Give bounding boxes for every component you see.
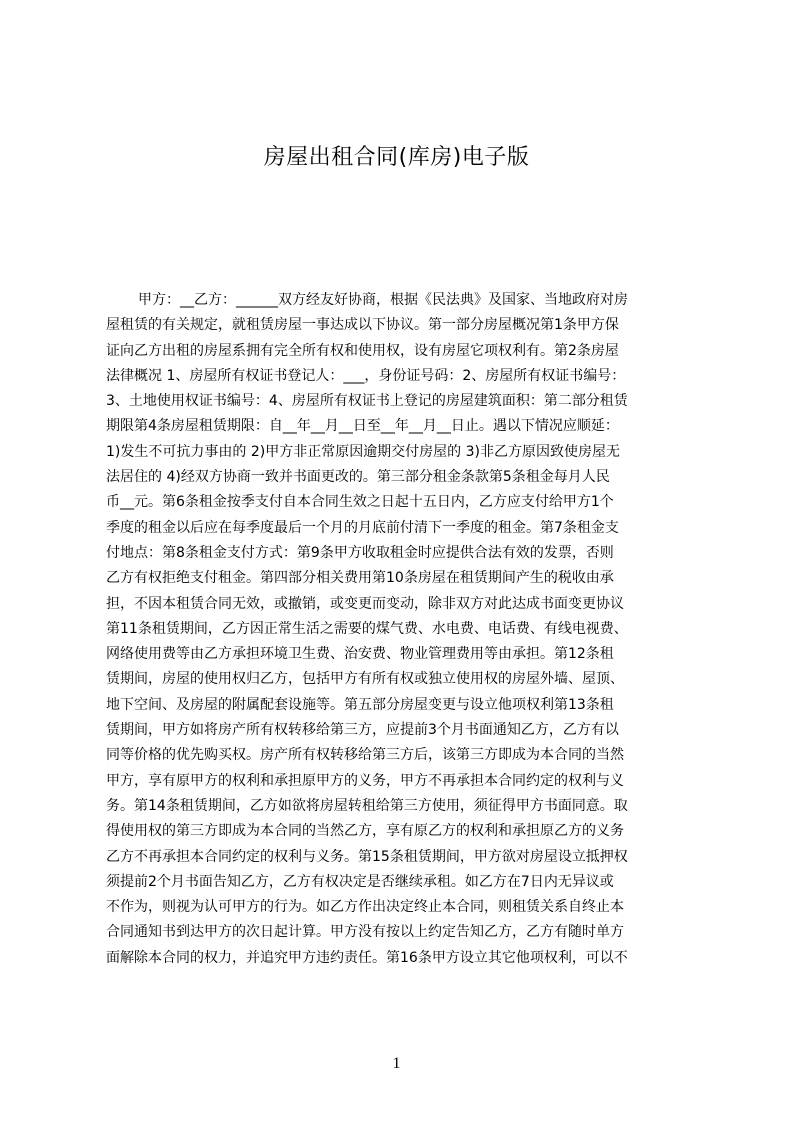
text-line: 不作为，则视为认可甲方的行为。如乙方作出决定终止本合同，则租赁关系自终止本 [106, 899, 624, 916]
text-line: 面解除本合同的权力，并追究甲方违约责任。第16条甲方设立其它他项权利，可以不 [106, 949, 628, 966]
text-line: 1)发生不可抗力事由的 2)甲方非正常原因逾期交付房屋的 3)非乙方原因致使房屋无 [106, 443, 621, 460]
text-line: 乙方不再承担本合同约定的权利与义务。第15条租赁期间，甲方欲对房屋设立抵押权 [106, 848, 628, 865]
text-line: 币__元。第6条租金按季支付自本合同生效之日起十五日内，乙方应支付给甲方1个 [106, 494, 614, 511]
text-line: 须提前2个月书面告知乙方，乙方有权决定是否继续承租。如乙方在7日内无异议或 [106, 873, 614, 890]
text-line: 3、土地使用权证书编号：4、房屋所有权证书上登记的房屋建筑面积：第二部分租赁 [106, 393, 628, 410]
contract-body [106, 288, 698, 1010]
page-number: 1 [392, 1055, 401, 1072]
text-line: 法律概况 1、房屋所有权证书登记人：___，身份证号码：2、房屋所有权证书编号： [106, 367, 626, 384]
text-line: 赁期间，甲方如将房产所有权转移给第三方，应提前3个月书面通知乙方，乙方有以 [106, 722, 619, 739]
text-line: 屋租赁的有关规定，就租赁房屋一事达成以下协议。第一部分房屋概况第1条甲方保 [106, 317, 619, 334]
text-line: 付地点：第8条租金支付方式：第9条甲方收取租金时应提供合法有效的发票，否则 [106, 544, 614, 561]
text-line: 赁期间，房屋的使用权归乙方，包括甲方有所有权或独立使用权的房屋外墙、屋顶、 [106, 671, 624, 688]
text-line: 同等价格的优先购买权。房产所有权转移给第三方后，该第三方即成为本合同的当然 [106, 747, 624, 764]
text-line: 甲方：__乙方：______双方经友好协商，根据《民法典》及国家、当地政府对房 [138, 292, 628, 308]
document-title: 房屋出租合同(库房)电子版 [263, 145, 530, 170]
text-line: 担，不因本租赁合同无效，或撤销，或变更而变动，除非双方对此达成书面变更协议 [106, 595, 624, 612]
text-line: 网络使用费等由乙方承担环境卫生费、治安费、物业管理费用等由承担。第12条租 [106, 646, 614, 663]
text-line: 乙方有权拒绝支付租金。第四部分相关费用第10条房屋在租赁期间产生的税收由承 [106, 570, 614, 587]
text-line: 法居住的 4)经双方协商一致并书面更改的。第三部分租金条款第5条租金每月人民 [106, 469, 610, 486]
text-line: 季度的租金以后应在每季度最后一个月的月底前付清下一季度的租金。第7条租金支 [106, 519, 619, 536]
text-line: 期限第4条房屋租赁期限：自__年__月__日至__年__月__日止。遇以下情况应顺延： [106, 418, 619, 435]
text-line: 地下空间、及房屋的附属配套设施等。第五部分房屋变更与设立他项权利第13条租 [106, 696, 614, 713]
text-line: 合同通知书到达甲方的次日起计算。甲方没有按以上约定告知乙方，乙方有随时单方 [106, 924, 624, 941]
text-line: 证向乙方出租的房屋系拥有完全所有权和使用权，设有房屋它项权利有。第2条房屋 [106, 342, 619, 359]
text-line: 务。第14条租赁期间，乙方如欲将房屋转租给第三方使用，须征得甲方书面同意。取 [106, 797, 628, 814]
text-line: 第11条租赁期间，乙方因正常生活之需要的煤气费、水电费、电话费、有线电视费、 [106, 620, 628, 637]
text-line: 得使用权的第三方即成为本合同的当然乙方，享有原乙方的权利和承担原乙方的义务 [106, 823, 624, 840]
text-line: 甲方，享有原甲方的权利和承担原甲方的义务，甲方不再承担本合同约定的权利与义 [106, 772, 624, 789]
